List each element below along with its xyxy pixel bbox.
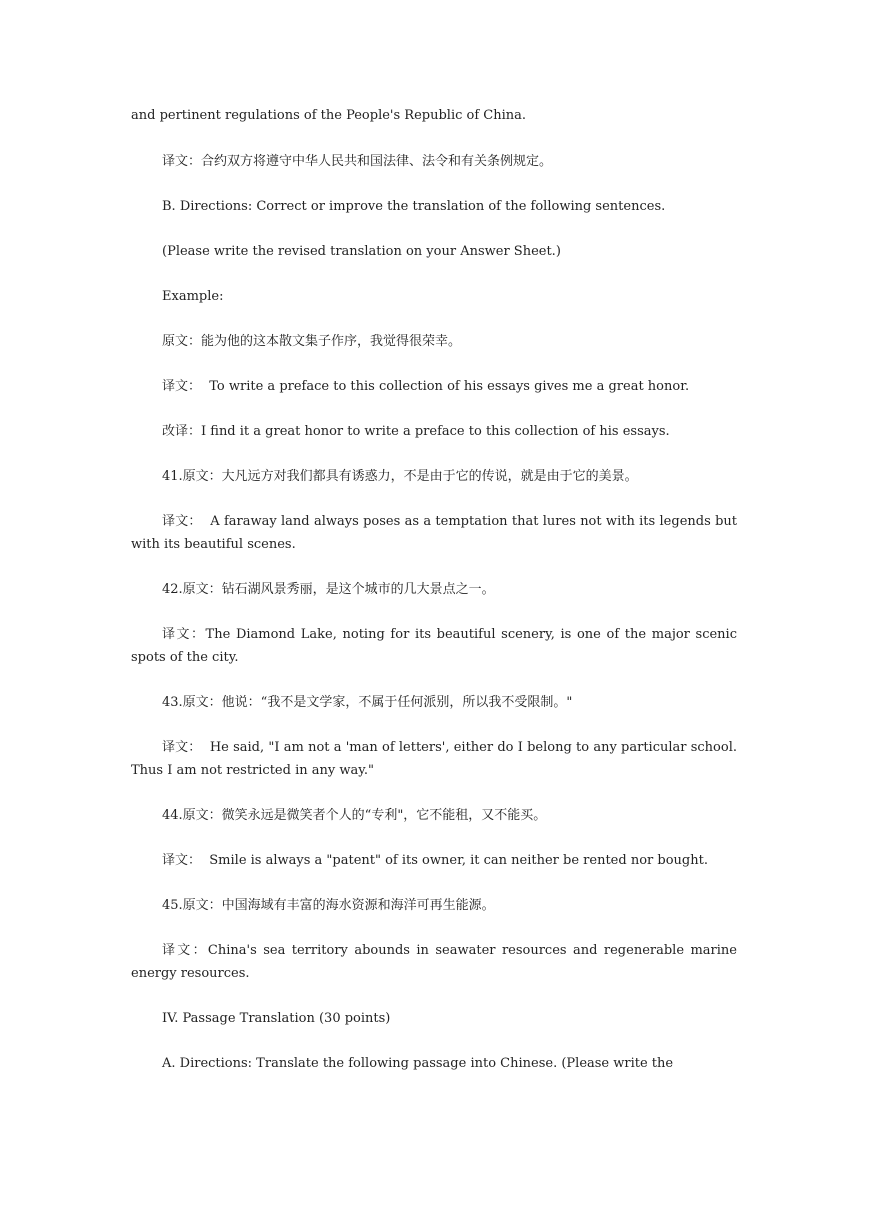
question-42-translation: 译文：The Diamond Lake, noting for its beautiful scenery, is one of the major scenic spots of the city.: [131, 627, 742, 665]
example-original: 原文：能为他的这本散文集子作序，我觉得很荣幸。: [162, 334, 462, 349]
question-41-original: 41.原文：大凡远方对我们都具有诱惑力，不是由于它的传说，就是由于它的美景。: [162, 469, 638, 484]
question-43-translation: 译文： He said, "I am not a 'man of letters', either do I belong to any particular school. Thus I am not restricted in any way.": [131, 740, 742, 778]
question-45-original: 45.原文：中国海域有丰富的海水资源和海洋可再生能源。: [162, 898, 495, 913]
section-a-directions: A. Directions: Translate the following passage into Chinese. (Please write the: [162, 1056, 674, 1071]
example-revision: 改译：I find it a great honor to write a preface to this collection of his essays.: [162, 424, 670, 439]
paragraph-translation: 译文：合约双方将遵守中华人民共和国法律、法令和有关条例规定。: [162, 154, 553, 169]
section-b-directions: B. Directions: Correct or improve the translation of the following sentences.: [162, 199, 666, 214]
question-42-original: 42.原文：钻石湖风景秀丽，是这个城市的几大景点之一。: [162, 582, 495, 597]
paragraph-continuation: and pertinent regulations of the People's Republic of China.: [131, 108, 527, 123]
question-44-translation: 译文： Smile is always a "patent" of its owner, it can neither be rented nor bought.: [162, 853, 708, 868]
answer-sheet-note: (Please write the revised translation on your Answer Sheet.): [162, 244, 561, 259]
question-44-original: 44.原文：微笑永远是微笑者个人的“专利"，它不能租，又不能买。: [162, 808, 547, 823]
example-heading: Example:: [162, 289, 224, 304]
example-translation: 译文： To write a preface to this collection of his essays gives me a great honor.: [162, 379, 690, 394]
document-page: [131, 104, 742, 1097]
section-iv-heading: IV. Passage Translation (30 points): [162, 1011, 391, 1026]
question-41-translation: 译文： A faraway land always poses as a temptation that lures not with its legends but with its beautiful scenes.: [131, 514, 742, 552]
question-43-original: 43.原文：他说：“我不是文学家，不属于任何派别，所以我不受限制。": [162, 695, 573, 710]
question-45-translation: 译文：China's sea territory abounds in seawater resources and regenerable marine energy resources.: [131, 943, 742, 981]
